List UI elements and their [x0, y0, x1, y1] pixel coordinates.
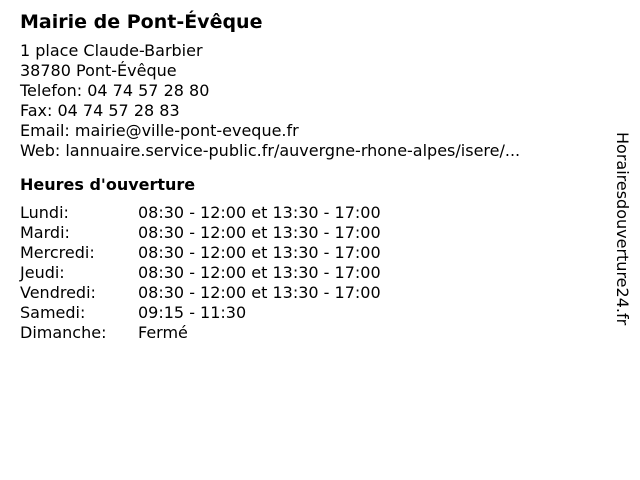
- business-name: Mairie de Pont-Évêque: [20, 11, 263, 33]
- opening-hours-table: [20, 203, 600, 343]
- hours-day-label: Mardi:: [20, 223, 70, 242]
- address-line-1: 1 place Claude-Barbier: [20, 41, 203, 60]
- hours-time-value: 08:30 - 12:00 et 13:30 - 17:00: [138, 283, 381, 302]
- fax-number: Fax: 04 74 57 28 83: [20, 101, 180, 120]
- hours-day-label: Mercredi:: [20, 243, 95, 262]
- website-url: Web: lannuaire.service-public.fr/auvergne-rhone-alpes/isere/...: [20, 141, 521, 160]
- hours-time-value: 08:30 - 12:00 et 13:30 - 17:00: [138, 243, 381, 262]
- address-line-2: 38780 Pont-Évêque: [20, 61, 177, 80]
- hours-row-saturday: [20, 303, 600, 323]
- site-watermark: Horairesdouverture24.fr: [613, 132, 632, 326]
- hours-time-value: 08:30 - 12:00 et 13:30 - 17:00: [138, 263, 381, 282]
- business-card: [20, 9, 600, 343]
- hours-time-value: 08:30 - 12:00 et 13:30 - 17:00: [138, 223, 381, 242]
- hours-day-label: Lundi:: [20, 203, 69, 222]
- hours-day-label: Dimanche:: [20, 323, 107, 342]
- hours-time-value: Fermé: [138, 323, 188, 342]
- email-address: Email: mairie@ville-pont-eveque.fr: [20, 121, 299, 140]
- hours-row-tuesday: [20, 223, 600, 243]
- hours-time-value: 08:30 - 12:00 et 13:30 - 17:00: [138, 203, 381, 222]
- hours-day-label: Samedi:: [20, 303, 86, 322]
- hours-row-sunday: [20, 323, 600, 343]
- hours-row-wednesday: [20, 243, 600, 263]
- opening-hours-title: Heures d'ouverture: [20, 175, 196, 194]
- hours-day-label: Vendredi:: [20, 283, 96, 302]
- hours-time-value: 09:15 - 11:30: [138, 303, 247, 322]
- hours-row-friday: [20, 283, 600, 303]
- phone-number: Telefon: 04 74 57 28 80: [20, 81, 210, 100]
- hours-row-thursday: [20, 263, 600, 283]
- hours-row-monday: [20, 203, 600, 223]
- hours-day-label: Jeudi:: [20, 263, 65, 282]
